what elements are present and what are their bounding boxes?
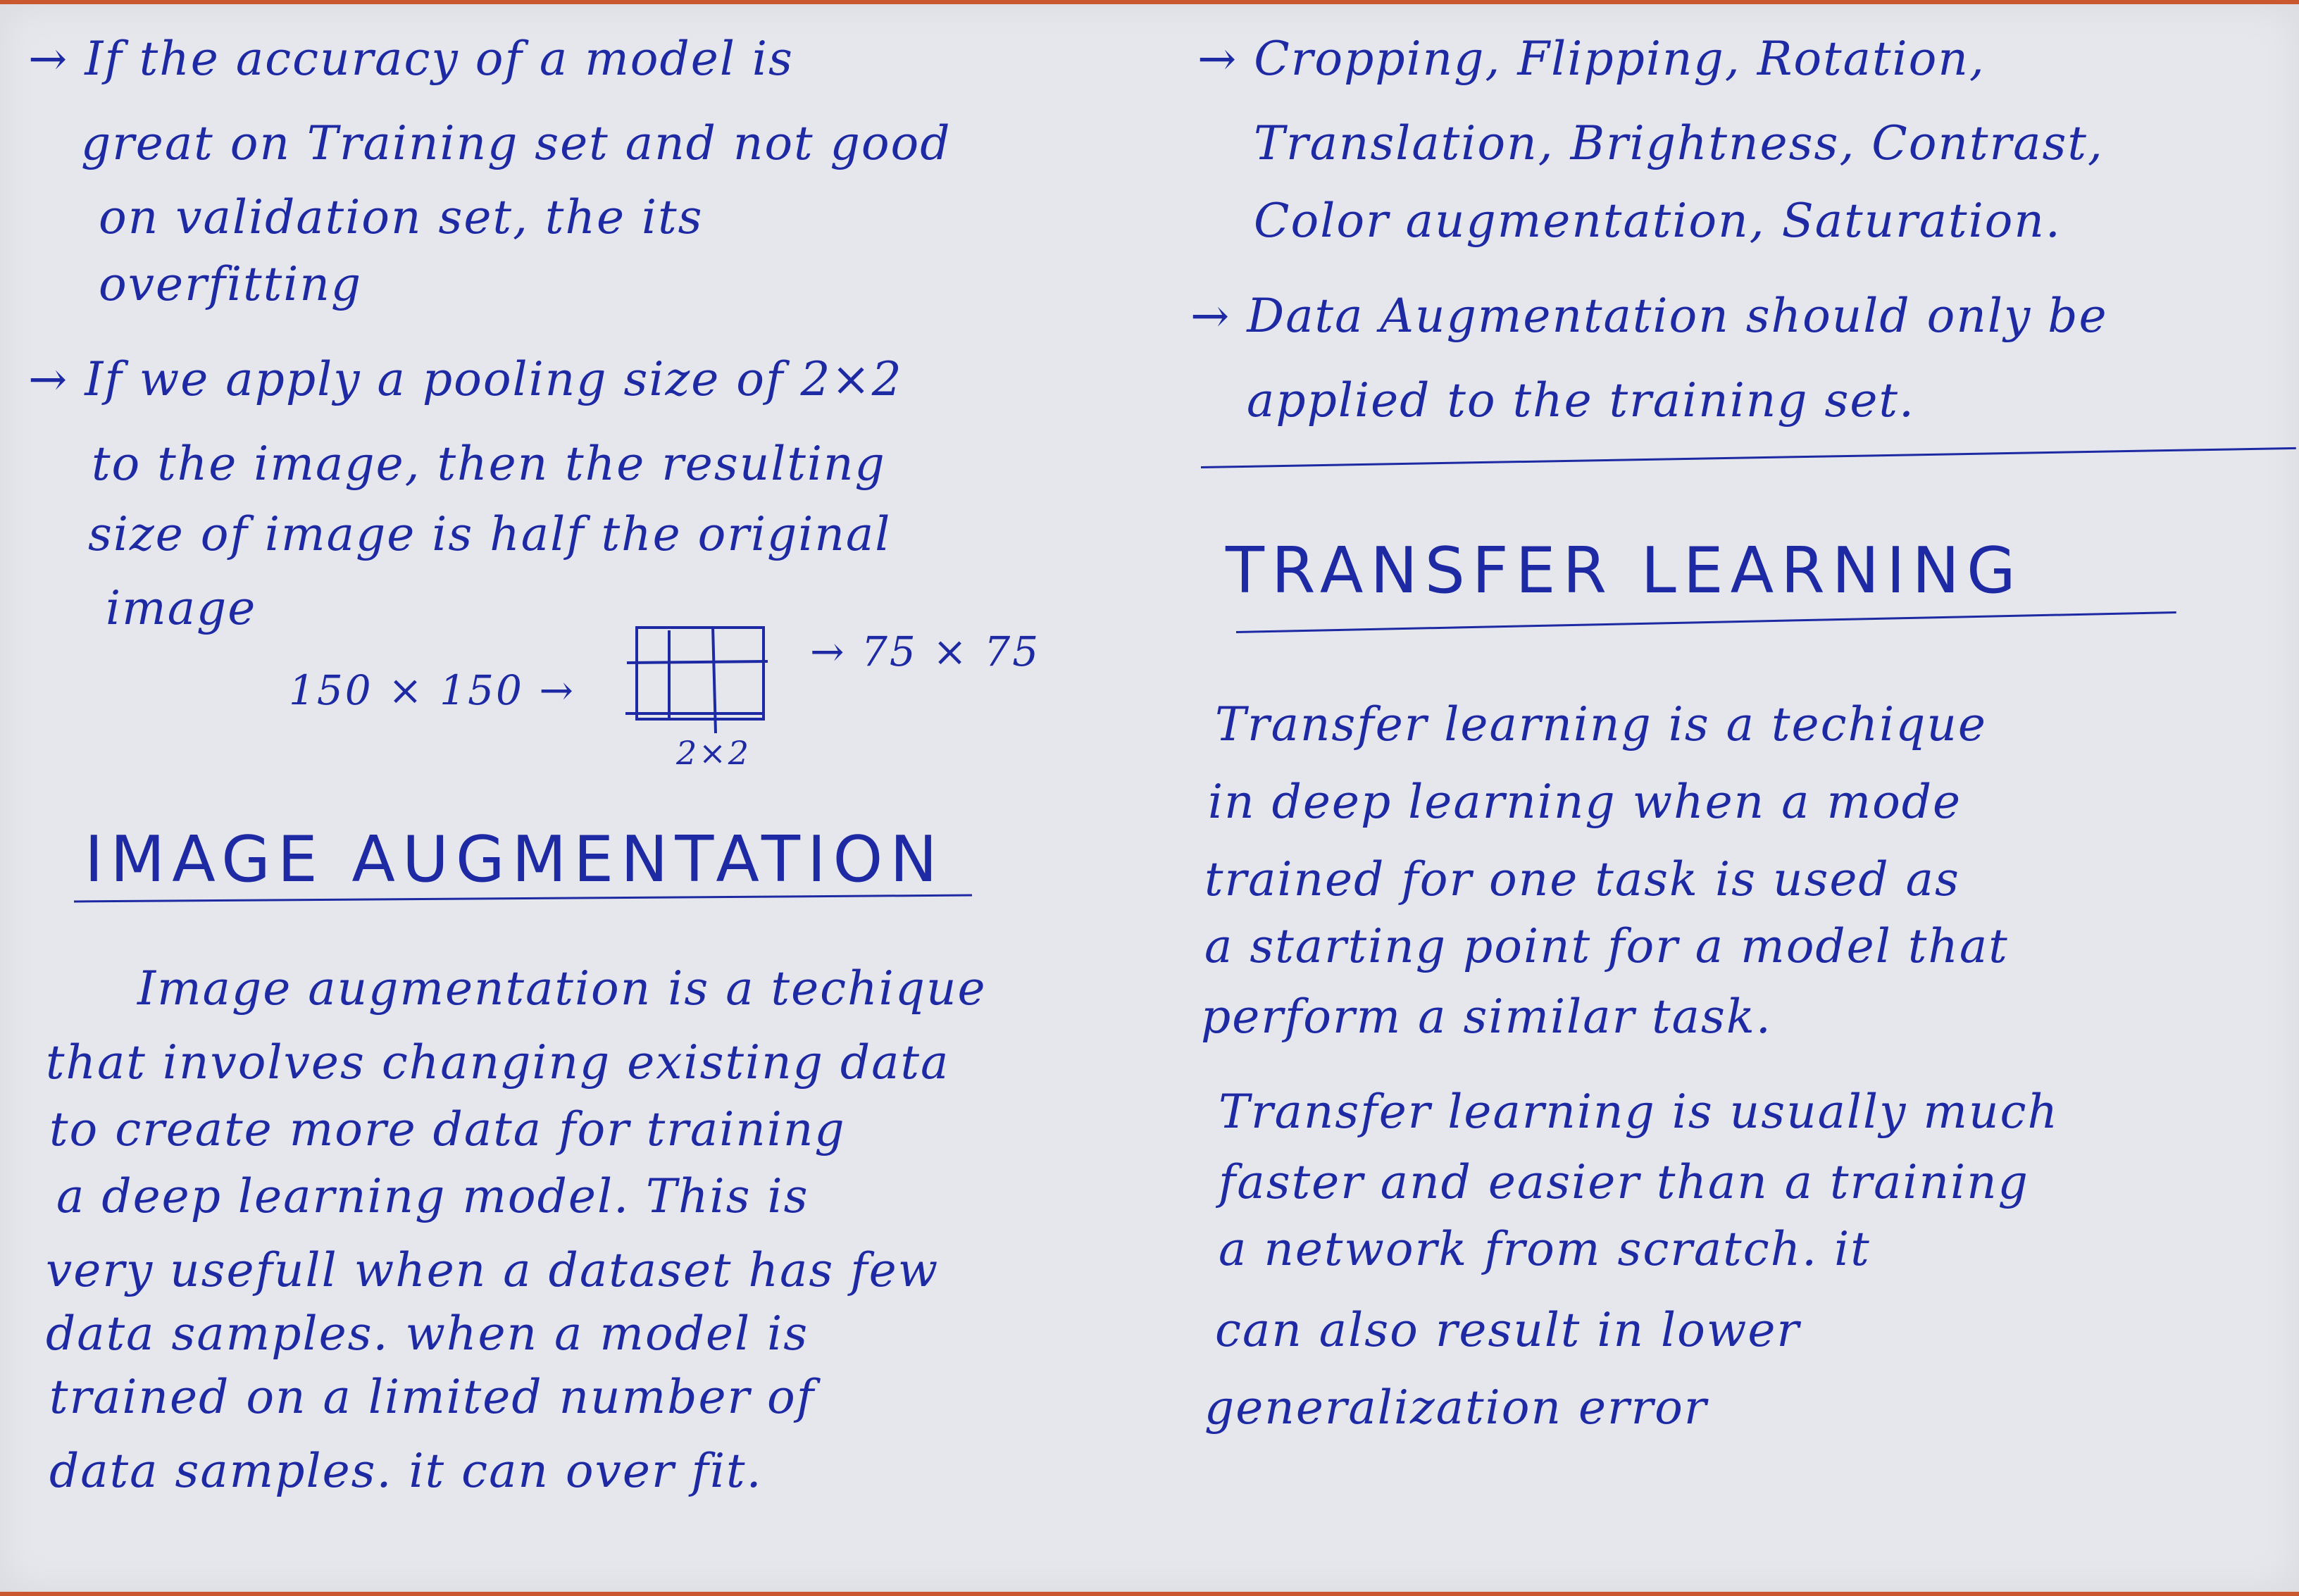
note-line: applied to the training set. — [1247, 373, 1915, 428]
note-line: Translation, Brightness, Contrast, — [1254, 116, 2104, 170]
body-line: trained for one task is used as — [1204, 852, 1960, 906]
transfer-learning-heading: TRANSFER LEARNING — [1226, 534, 2023, 608]
note-line: image — [106, 581, 257, 635]
body-line: a network from scratch. it — [1219, 1222, 1871, 1276]
body-line: generalization error — [1204, 1380, 1708, 1435]
body-line: very usefull when a dataset has few — [46, 1243, 940, 1297]
note-line: to the image, then the resulting — [92, 437, 886, 491]
input-size-label: 150 × 150 → — [289, 666, 575, 714]
note-line: great on Training set and not good — [81, 116, 952, 170]
body-line: data samples. it can over fit. — [49, 1444, 763, 1498]
heading-underline — [1236, 611, 2176, 633]
pool-size-label: 2×2 — [676, 734, 752, 772]
pooling-grid-icon — [620, 621, 789, 740]
body-line: in deep learning when a mode — [1208, 775, 1962, 829]
note-line: → Cropping, Flipping, Rotation, — [1197, 32, 1986, 86]
body-line: faster and easier than a training — [1219, 1155, 2029, 1209]
image-augmentation-heading: IMAGE AUGMENTATION — [85, 823, 945, 897]
note-line: → Data Augmentation should only be — [1190, 289, 2108, 343]
section-divider — [1201, 447, 2296, 468]
body-line: that involves changing existing data — [46, 1035, 950, 1090]
body-line: to create more data for training — [49, 1102, 846, 1157]
note-line: overfitting — [99, 257, 363, 311]
output-size-label: → 75 × 75 — [810, 628, 1041, 675]
body-line: data samples. when a model is — [46, 1307, 809, 1361]
body-line: can also result in lower — [1215, 1303, 1800, 1357]
note-line: → If we apply a pooling size of 2×2 — [28, 352, 903, 406]
note-line: on validation set, the its — [99, 190, 704, 244]
body-line: a starting point for a model that — [1204, 919, 2009, 973]
note-line: size of image is half the original — [88, 507, 892, 561]
note-line: → If the accuracy of a model is — [28, 32, 794, 86]
body-line: Transfer learning is usually much — [1219, 1085, 2059, 1139]
body-line: Image augmentation is a techique — [137, 961, 987, 1016]
body-line: trained on a limited number of — [49, 1370, 816, 1424]
body-line: a deep learning model. This is — [56, 1169, 809, 1223]
notebook-page — [0, 4, 2299, 1592]
body-line: Transfer learning is a techique — [1215, 697, 1987, 752]
note-line: Color augmentation, Saturation. — [1254, 194, 2062, 248]
body-line: perform a similar task. — [1201, 990, 1772, 1044]
